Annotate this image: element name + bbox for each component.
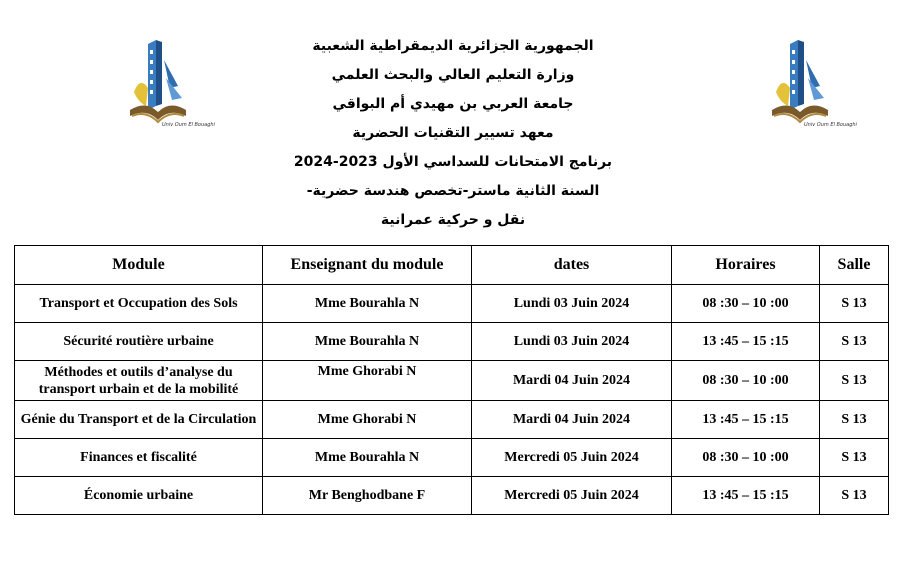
room-cell: S 13 [820, 401, 889, 439]
teacher-cell: Mme Ghorabi N [263, 401, 472, 439]
table-row [15, 477, 889, 515]
column-header-dates: dates [472, 246, 672, 285]
module-cell: Méthodes et outils d’analyse du transport urbain et de la mobilité [15, 361, 263, 401]
room-cell: S 13 [820, 361, 889, 401]
module-cell: Sécurité routière urbaine [15, 323, 263, 361]
column-header-teacher: Enseignant du module [263, 246, 472, 285]
room-cell: S 13 [820, 477, 889, 515]
table-row [15, 361, 889, 401]
program-level: السنة الثانية ماستر-تخصص هندسة حضرية- [306, 183, 600, 199]
table-row [15, 439, 889, 477]
hours-cell: 13 :45 – 15 :15 [672, 477, 820, 515]
teacher-cell: Mme Bourahla N [263, 439, 472, 477]
ministry-name: وزارة التعليم العالي والبحث العلمي [331, 67, 575, 83]
table-header-row [15, 246, 889, 285]
table-row [15, 285, 889, 323]
date-cell: Mardi 04 Juin 2024 [472, 401, 672, 439]
hours-cell: 08 :30 – 10 :00 [672, 361, 820, 401]
hours-cell: 13 :45 – 15 :15 [672, 323, 820, 361]
room-cell: S 13 [820, 323, 889, 361]
date-cell: Mercredi 05 Juin 2024 [472, 439, 672, 477]
program-speciality: نقل و حركية عمرانية [380, 212, 526, 228]
country-name: الجمهورية الجزائرية الديمقراطية الشعبية [312, 38, 594, 54]
teacher-cell: Mme Bourahla N [263, 323, 472, 361]
column-header-module: Module [15, 246, 263, 285]
column-header-room: Salle [820, 246, 889, 285]
date-cell: Lundi 03 Juin 2024 [472, 285, 672, 323]
teacher-cell: Mme Ghorabi N [263, 361, 472, 401]
institute-name: معهد تسيير التقنيات الحضرية [352, 125, 554, 141]
teacher-cell: Mme Bourahla N [263, 285, 472, 323]
date-cell: Mardi 04 Juin 2024 [472, 361, 672, 401]
date-cell: Lundi 03 Juin 2024 [472, 323, 672, 361]
university-name: جامعة العربي بن مهيدي أم البواقي [332, 96, 574, 112]
module-cell: Économie urbaine [15, 477, 263, 515]
document-header [200, 34, 706, 237]
module-cell: Génie du Transport et de la Circulation [15, 401, 263, 439]
exam-schedule-table [14, 245, 889, 515]
svg-text:Univ Oum El Bouaghi: Univ Oum El Bouaghi [162, 122, 215, 128]
university-logo-right [768, 36, 857, 128]
svg-text:Univ Oum El Bouaghi: Univ Oum El Bouaghi [804, 122, 857, 128]
module-cell: Transport et Occupation des Sols [15, 285, 263, 323]
hours-cell: 08 :30 – 10 :00 [672, 285, 820, 323]
date-cell: Mercredi 05 Juin 2024 [472, 477, 672, 515]
university-logo-left [126, 36, 215, 128]
table-row [15, 401, 889, 439]
exam-program-title: برنامج الامتحانات للسداسي الأول 2023-2024 [293, 154, 613, 170]
table-row [15, 323, 889, 361]
teacher-cell: Mr Benghodbane F [263, 477, 472, 515]
hours-cell: 13 :45 – 15 :15 [672, 401, 820, 439]
room-cell: S 13 [820, 439, 889, 477]
room-cell: S 13 [820, 285, 889, 323]
hours-cell: 08 :30 – 10 :00 [672, 439, 820, 477]
module-cell: Finances et fiscalité [15, 439, 263, 477]
column-header-hours: Horaires [672, 246, 820, 285]
